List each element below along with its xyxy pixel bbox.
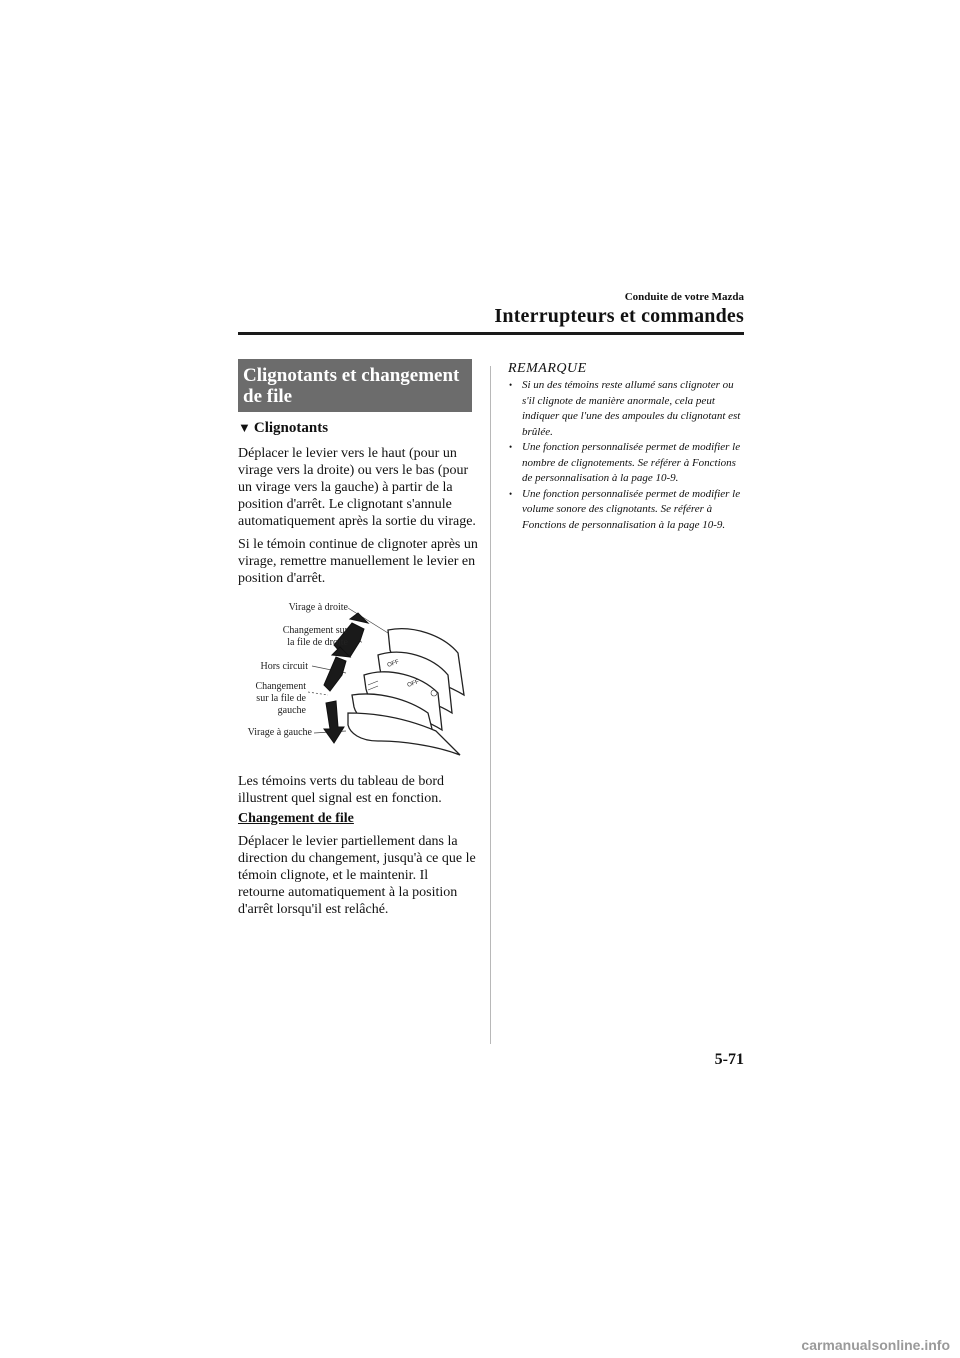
label-lane-right: Changement sur la file de droite (282, 625, 348, 648)
arrow-down-icon (324, 701, 344, 743)
note-list (508, 378, 744, 533)
label-off: Hors circuit (260, 661, 308, 672)
arrow-up-small-icon (324, 657, 346, 691)
turn-signal-lever-figure (238, 595, 478, 760)
bullet-icon: • (509, 442, 513, 452)
chapter-kicker: Conduite de votre Mazda (624, 291, 744, 303)
label-lane-left: Changement sur la file de gauche (255, 681, 306, 716)
note-item: • Si un des témoins reste allumé sans clignoter ou s'il clignote de manière anormale, cela peut indiquer que l'une des ampoules du clignotant est brûlée. (509, 379, 741, 438)
section-title: Clignotants et changement de file (243, 365, 460, 407)
paragraph-green-indicators: Les témoins verts du tableau de bord illustrent quel signal est en fonction. (238, 774, 445, 806)
note-title: REMARQUE (508, 361, 587, 376)
label-right-turn: Virage à droite (288, 602, 348, 613)
paragraph-lane-change: Déplacer le levier partiellement dans la direction du changement, jusqu'à ce que le témoin clignote, et le maintenir. Il retourne automatiquement à la position d'arrêt lorsqu'il est relâché. (238, 834, 476, 917)
switch-off-mark-2: OFF (406, 679, 420, 689)
header-rule (238, 332, 744, 335)
triangle-marker-icon: ▼ (238, 420, 251, 435)
note-item: • Une fonction personnalisée permet de modifier le volume sonore des clignotants. Se référer à Fonctions de personnalisation à la page 10-9. (509, 487, 741, 531)
bullet-icon: • (509, 488, 513, 499)
page-number: 5-71 (714, 1051, 744, 1068)
subheading-lane-change: Changement de file (238, 811, 354, 826)
switch-off-mark-1: OFF (386, 659, 400, 669)
subheading (238, 420, 328, 437)
watermark: carmanualsonline.info (801, 1337, 950, 1353)
note-item: • Une fonction personnalisée permet de modifier le nombre de clignotements. Se référer à Fonctions de personnalisation à la page 10-9. (509, 441, 741, 484)
paragraph-manual-reset: Si le témoin continue de clignoter après un virage, remettre manuellement le levier en position d'arrêt. (238, 537, 478, 586)
subheading-text: Clignotants (253, 420, 329, 436)
label-left-turn: Virage à gauche (247, 727, 312, 738)
column-divider (490, 366, 491, 1044)
paragraph-turn-instructions: Déplacer le levier vers le haut (pour un virage vers la droite) ou vers le bas (pour un virage vers la gauche) à partir de la position d'arrêt. Le clignotant s'annule automatiquement après la sortie du virage. (238, 446, 476, 529)
bullet-icon: • (509, 380, 513, 390)
section-title-box (238, 359, 472, 412)
chapter-title: Interrupteurs et commandes (494, 305, 744, 327)
